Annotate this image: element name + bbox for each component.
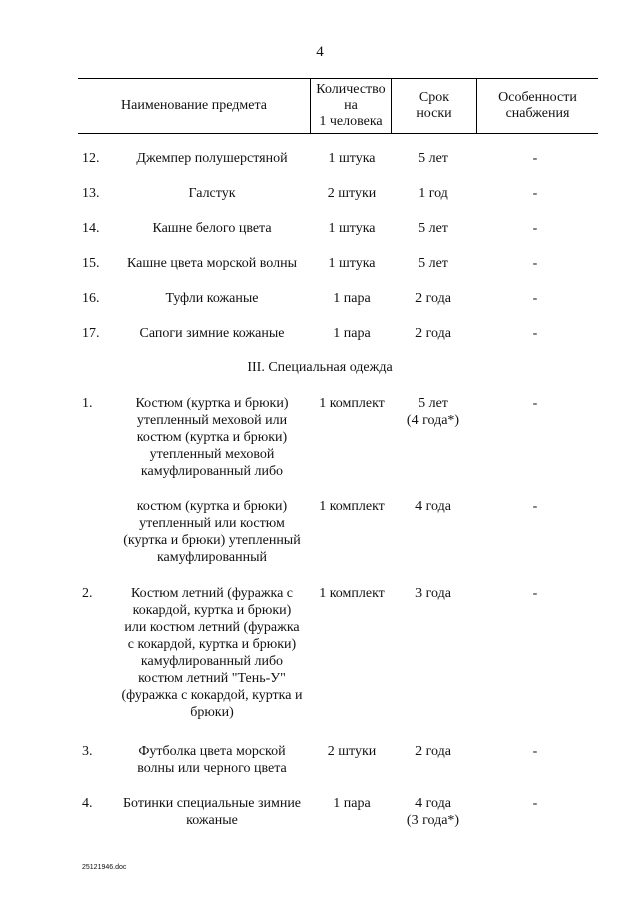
header-name: Наименование предмета [121, 98, 267, 113]
header-term: Срок носки [416, 90, 452, 121]
row-name: Джемпер полушерстяной [136, 151, 288, 166]
row-name: Костюм (куртка и брюки) утепленный меховой или костюм (куртка и брюки) утепленный меховой камуфлированный либо [135, 396, 289, 479]
row-features: - [532, 396, 538, 411]
row-term: 5 лет [418, 151, 448, 166]
row-quantity: 1 комплект [319, 586, 385, 601]
row-name: Ботинки специальные зимние кожаные [122, 796, 302, 828]
row-features: - [532, 221, 538, 236]
row-term: 3 года [415, 586, 451, 601]
row-quantity: 1 комплект [319, 396, 385, 411]
row-features: - [532, 796, 538, 811]
row-name: Кашне цвета морской волны [127, 256, 297, 271]
row-term: 4 года [415, 499, 451, 514]
row-features: - [532, 256, 538, 271]
row-number: 2. [82, 586, 93, 601]
row-quantity: 1 штука [328, 151, 376, 166]
row-number: 13. [82, 186, 100, 201]
row-number: 3. [82, 744, 93, 759]
row-features: - [532, 186, 538, 201]
row-quantity: 1 пара [333, 796, 371, 811]
row-number: 14. [82, 221, 100, 236]
row-quantity: 1 пара [333, 291, 371, 306]
row-quantity: 1 штука [328, 221, 376, 236]
row-features: - [532, 744, 538, 759]
row-quantity: 2 штуки [327, 744, 377, 759]
row-name: Сапоги зимние кожаные [139, 326, 285, 341]
row-features: - [532, 326, 538, 341]
row-number: 16. [82, 291, 100, 306]
header-features: Особенности снабжения [498, 90, 577, 121]
row-term: 5 лет (4 года*) [406, 396, 460, 428]
row-features: - [532, 499, 538, 514]
row-features: - [532, 291, 538, 306]
row-features: - [532, 151, 538, 166]
row-quantity: 1 комплект [319, 499, 385, 514]
header-quantity: Количество на 1 человека [316, 82, 386, 129]
row-features: - [532, 586, 538, 601]
row-name: Кашне белого цвета [152, 221, 272, 236]
row-term: 5 лет [418, 256, 448, 271]
section-title: III. Специальная одежда [247, 360, 393, 375]
row-term: 5 лет [418, 221, 448, 236]
file-name-footer: 25121946.doc [82, 864, 127, 871]
row-name: Туфли кожаные [165, 291, 259, 306]
row-term: 2 года [415, 744, 451, 759]
row-name: Костюм летний (фуражка с кокардой, куртка и брюки) или костюм летний (фуражка с кокардой, куртка и брюки) камуфлированный либо костюм летний "Тень-У" (фуражка с кокардой, куртка и брюки) [121, 586, 303, 720]
row-term: 2 года [415, 291, 451, 306]
row-number: 4. [82, 796, 93, 811]
row-name: костюм (куртка и брюки) утепленный или костюм (куртка и брюки) утепленный камуфлированный [123, 499, 301, 565]
row-quantity: 2 штуки [327, 186, 377, 201]
page-number: 4 [316, 44, 324, 60]
table-header [78, 78, 598, 134]
row-number: 15. [82, 256, 100, 271]
row-quantity: 1 штука [328, 256, 376, 271]
row-name: Галстук [188, 186, 236, 201]
row-number: 17. [82, 326, 100, 341]
row-name: Футболка цвета морской волны или черного цвета [137, 744, 287, 776]
row-term: 2 года [415, 326, 451, 341]
row-term: 1 год [418, 186, 448, 201]
row-number: 1. [82, 396, 93, 411]
row-quantity: 1 пара [333, 326, 371, 341]
row-term: 4 года (3 года*) [406, 796, 460, 828]
row-number: 12. [82, 151, 100, 166]
